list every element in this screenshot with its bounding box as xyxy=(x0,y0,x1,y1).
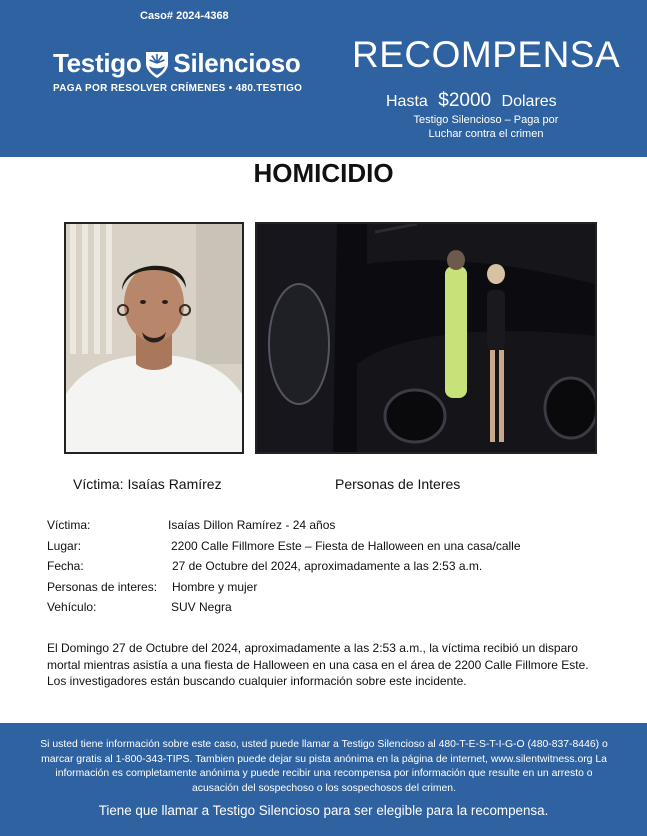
reward-amount: $2000 xyxy=(438,90,492,111)
reward-title: RECOMPENSA xyxy=(352,34,621,75)
detail-label: Víctima: xyxy=(47,518,91,532)
detail-value: Isaías Dillon Ramírez - 24 años xyxy=(168,518,336,532)
case-number: Caso# 2024-4368 xyxy=(140,10,229,22)
reward-subtitle: Testigo Silencioso – Paga por Luchar contra el crimen xyxy=(413,114,559,140)
crime-title: HOMICIDIO xyxy=(253,158,394,188)
logo-tagline: PAGA POR RESOLVER CRÍMENES • 480.TESTIGO xyxy=(53,83,303,94)
footer-call-to-action: Tiene que llamar a Testigo Silencioso para ser elegible para la recompensa. xyxy=(98,803,549,818)
detail-label: Personas de interes: xyxy=(47,579,158,594)
detail-value: 27 de Octubre del 2024, aproximadamente a las 2:53 a.m. xyxy=(172,559,483,573)
detail-value: 2200 Calle Fillmore Este – Fiesta de Halloween en una casa/calle xyxy=(171,538,521,553)
persons-of-interest-caption: Personas de Interes xyxy=(335,476,461,492)
reward-suffix: Dolares xyxy=(501,93,557,110)
logo-word-right: Silencioso xyxy=(173,48,301,78)
victim-photo xyxy=(64,222,244,454)
victim-caption: Víctima: Isaías Ramírez xyxy=(73,476,222,492)
detail-label: Vehículo: xyxy=(47,600,97,614)
case-narrative: El Domingo 27 de Octubre del 2024, aproximadamente a las 2:53 a.m., la víctima recibió un disparo mortal mientras asistía a una fiesta de Halloween en una casa en el área de 2200 Calle Fillmore Este. Los investigadores están buscando cualquier información sobre este incidente. xyxy=(47,641,589,688)
logo-wordmark xyxy=(53,48,323,79)
shield-sunburst-icon xyxy=(144,49,170,79)
logo xyxy=(53,48,323,94)
header-banner xyxy=(0,0,647,157)
persons-of-interest-photo xyxy=(255,222,597,454)
reward-amount-line xyxy=(386,90,557,112)
surveillance-scene-illustration xyxy=(257,224,595,452)
detail-value: SUV Negra xyxy=(171,600,232,614)
detail-label: Lugar: xyxy=(47,538,82,553)
victim-portrait-illustration xyxy=(66,224,242,452)
logo-word-left: Testigo xyxy=(53,48,142,78)
detail-value: Hombre y mujer xyxy=(172,579,258,594)
footer-banner xyxy=(0,723,647,836)
footer-info: Si usted tiene información sobre este caso, usted puede llamar a Testigo Silencioso al 480-T-E-S-T-I-G-O (480-837-8446) o marcar gratis al 1-800-343-TIPS. Tambien puede dejar su pista anónima en la página de internet, www.silentwitness.org La información es completamente anónima y puede recibir una recompensa por información que resulte en un arresto o acusación del sospechoso o los sospechosos del crimen. xyxy=(40,739,608,794)
reward-prefix: Hasta xyxy=(386,93,428,110)
detail-label: Fecha: xyxy=(47,559,84,573)
